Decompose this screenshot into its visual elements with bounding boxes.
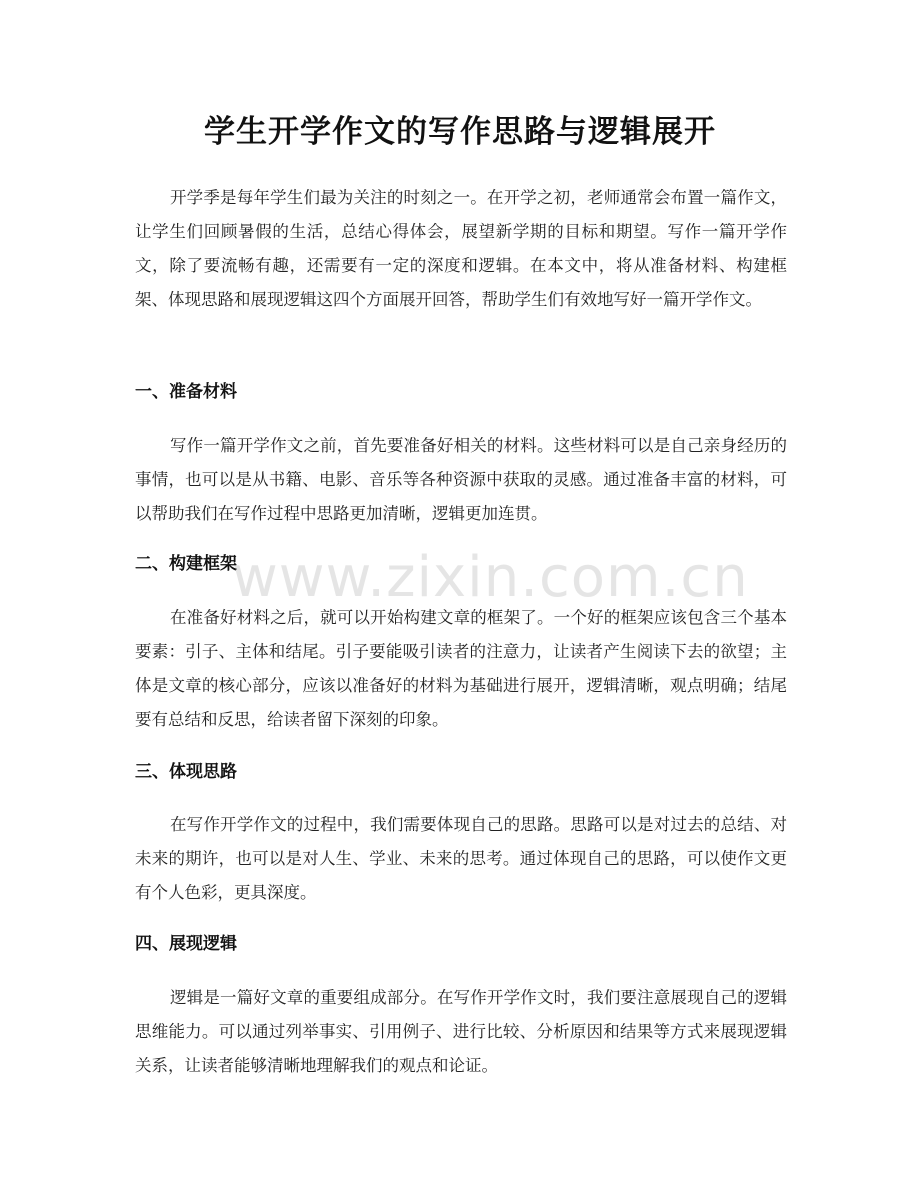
- section-heading-4: 四、展现逻辑: [135, 934, 237, 954]
- section-body-1: 写作一篇开学作文之前，首先要准备好相关的材料。这些材料可以是自己亲身经历的事情，也可以是从书籍、电影、音乐等各种资源中获取的灵感。通过准备丰富的材料，可以帮助我们在写作过程中思路更加清晰，逻辑更加连贯。: [135, 436, 787, 523]
- document-title: 学生开学作文的写作思路与逻辑展开: [204, 114, 716, 150]
- section-heading-3: 三、体现思路: [135, 762, 237, 782]
- watermark: www.zixin.com.cn: [232, 545, 749, 610]
- section-body-4: 逻辑是一篇好文章的重要组成部分。在写作开学作文时，我们要注意展现自己的逻辑思维能力。可以通过列举事实、引用例子、进行比较、分析原因和结果等方式来展现逻辑关系，让读者能够清晰地理解我们的观点和论证。: [135, 988, 787, 1075]
- section-heading-1: 一、准备材料: [135, 382, 237, 402]
- section-body-3: 在写作开学作文的过程中，我们需要体现自己的思路。思路可以是对过去的总结、对未来的期许，也可以是对人生、学业、未来的思考。通过体现自己的思路，可以使作文更有个人色彩，更具深度。: [135, 815, 787, 902]
- section-heading-2: 二、构建框架: [135, 554, 237, 574]
- section-body-2: 在准备好材料之后，就可以开始构建文章的框架了。一个好的框架应该包含三个基本要素：引子、主体和结尾。引子要能吸引读者的注意力，让读者产生阅读下去的欲望；主体是文章的核心部分，应该以准备好的材料为基础进行展开，逻辑清晰，观点明确；结尾要有总结和反思，给读者留下深刻的印象。: [135, 608, 787, 729]
- intro-paragraph: 开学季是每年学生们最为关注的时刻之一。在开学之初，老师通常会布置一篇作文，让学生们回顾暑假的生活，总结心得体会，展望新学期的目标和期望。写作一篇开学作文，除了要流畅有趣，还需要有一定的深度和逻辑。在本文中，将从准备材料、构建框架、体现思路和展现逻辑这四个方面展开回答，帮助学生们有效地写好一篇开学作文。: [135, 188, 787, 309]
